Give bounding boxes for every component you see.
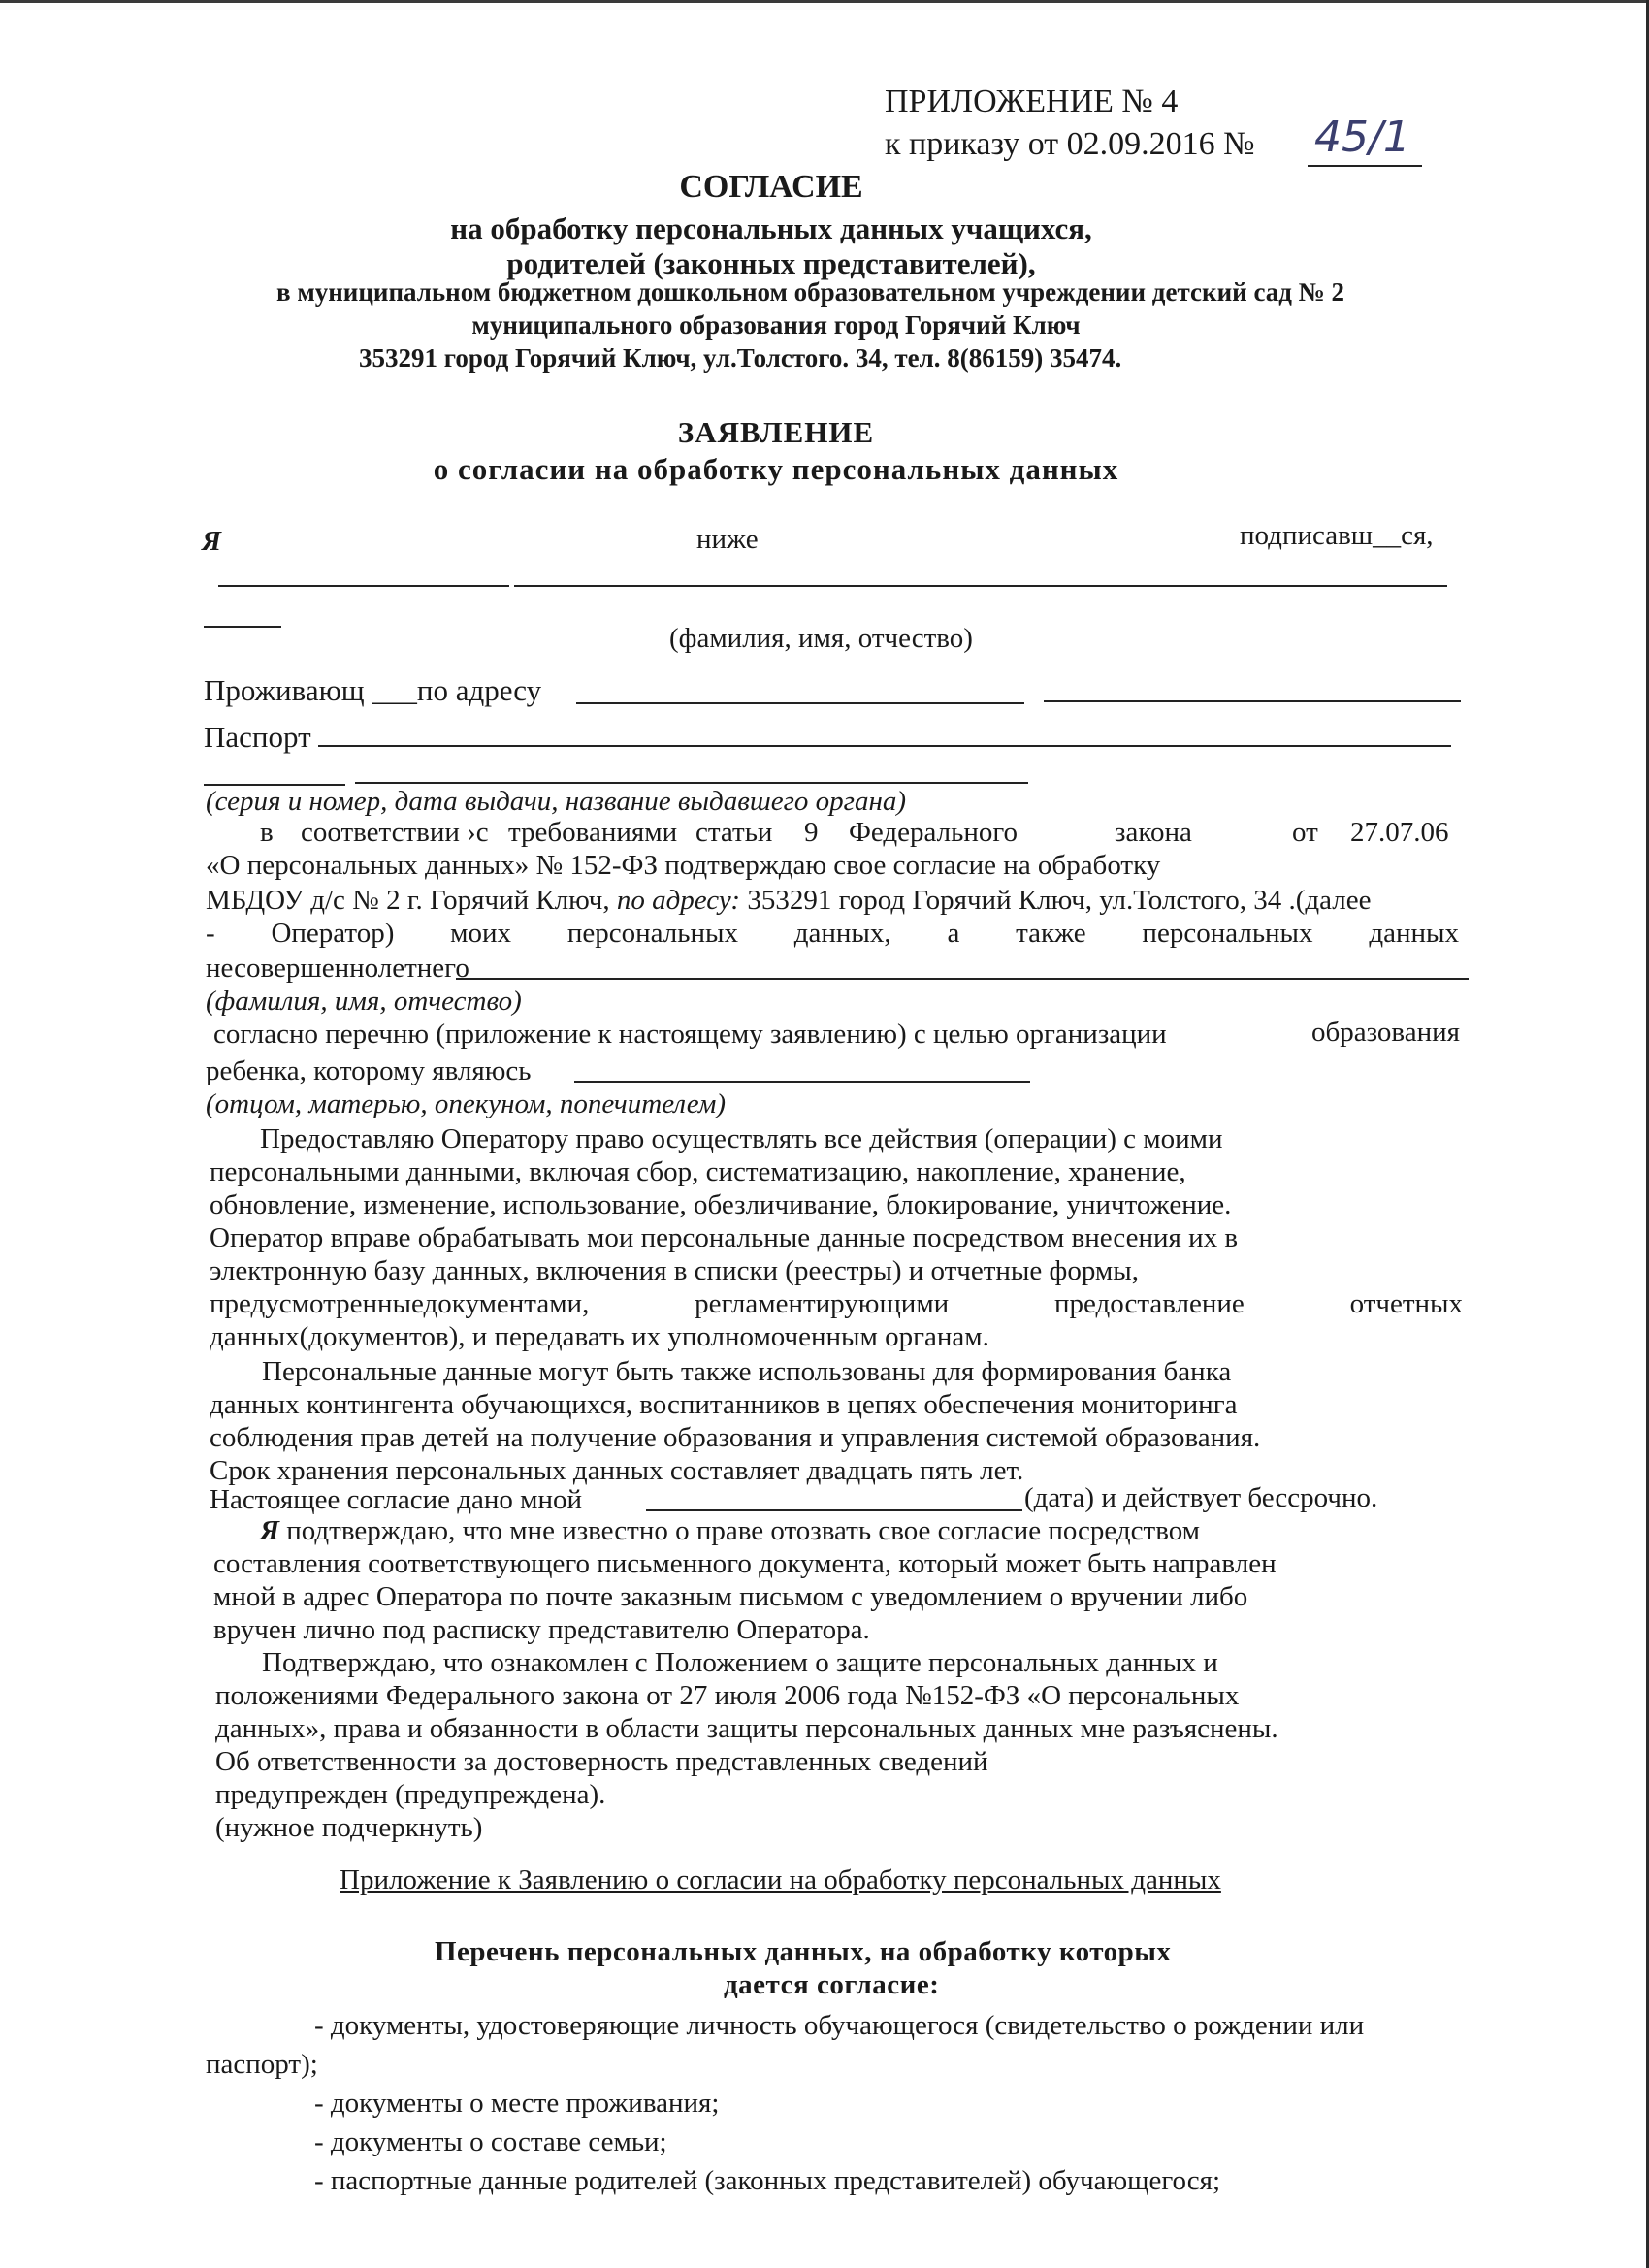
p1-line-3c: 353291 город Горячий Ключ, ул.Толстого, 34 .(далее xyxy=(747,885,1372,916)
address-field-line-b[interactable] xyxy=(1044,700,1461,702)
p4-line-2: данных контингента обучающихся, воспитанников в цепях обеспечения мониторинга xyxy=(210,1389,1238,1420)
fio-field-line-c[interactable] xyxy=(204,626,281,628)
p3-line-5: электронную базу данных, включения в списки (реестры) и отчетные формы, xyxy=(210,1255,1139,1286)
address-field-line-a[interactable] xyxy=(576,702,1024,704)
p4-line-4: Срок хранения персональных данных составляет двадцать пять лет. xyxy=(210,1455,1024,1486)
date-field-line[interactable] xyxy=(646,1509,1022,1511)
p3-line-1: Предоставляю Оператору право осуществлять все действия (операции) с моими xyxy=(260,1123,1223,1154)
form-ya: Я xyxy=(202,526,221,557)
fio-field-line-b[interactable] xyxy=(514,585,1447,587)
p3-line-7: данных(документов), и передавать их уполномоченным органам. xyxy=(210,1321,989,1352)
p6-line-2: составления соответствующего письменного документа, который может быть направлен xyxy=(213,1548,1277,1579)
p2-line-1a: согласно перечню (приложение к настоящему заявлению) с целью организации xyxy=(213,1019,1167,1050)
minor-name-field-line[interactable] xyxy=(456,978,1469,980)
list-title-line-2: дается согласие: xyxy=(724,1969,940,2000)
p7-line-1: Подтверждаю, что ознакомлен с Положением о защите персональных данных и xyxy=(262,1647,1218,1678)
list-title-line-1: Перечень персональных данных, на обработку которых xyxy=(435,1936,1172,1967)
list-item-3: - документы о составе семьи; xyxy=(314,2126,667,2157)
p2-line-1b: образования xyxy=(1311,1017,1460,1048)
order-reference: к приказу от 02.09.2016 № xyxy=(885,126,1255,162)
p7-line-5: предупрежден (предупреждена). xyxy=(215,1779,606,1810)
passport-caption: (серия и номер, дата выдачи, название выдавшего органа) xyxy=(206,786,906,817)
p6-line-1-text: подтверждаю, что мне известно о праве отозвать свое согласие посредством xyxy=(286,1515,1201,1546)
statement-subtitle: о согласии на обработку персональных данных xyxy=(433,452,1119,486)
p1-line-1h: от xyxy=(1292,817,1318,848)
consent-line-1: на обработку персональных данных учащихся, xyxy=(450,211,1092,245)
p1-line-1b: соответствии ›с xyxy=(301,817,489,848)
consent-title: СОГЛАСИЕ xyxy=(679,169,863,205)
form-nizhe: ниже xyxy=(696,524,759,555)
order-number-handwritten: 45/1 xyxy=(1314,113,1410,162)
p6-line-1 xyxy=(260,1515,1200,1547)
list-item-1-line-2: паспорт); xyxy=(206,2049,318,2080)
scan-edge-top xyxy=(0,0,1649,3)
address-label: Проживающ ___по адресу xyxy=(204,673,542,707)
p7-line-6: (нужное подчеркнуть) xyxy=(215,1812,483,1843)
p4-line-1: Персональные данные могут быть также использованы для формирования банка xyxy=(262,1356,1232,1387)
p3-line-6: предусмотренныедокументами, регламентирующими предоставление отчетных xyxy=(210,1288,1463,1319)
appendix-title: ПРИЛОЖЕНИЕ № 4 xyxy=(885,83,1179,119)
consent-line-4: муниципального образования город Горячий Ключ xyxy=(471,310,1081,340)
p1-line-2: «О персональных данных» № 152-ФЗ подтверждаю свое согласие на обработку xyxy=(206,850,1161,881)
minor-caption: (фамилия, имя, отчество) xyxy=(206,986,522,1017)
p1-line-1i: 27.07.06 xyxy=(1350,817,1449,848)
p6-line-4: вручен лично под расписку представителю Оператора. xyxy=(213,1614,870,1645)
p1-line-4: - Оператор) моих персональных данных, а также персональных данных xyxy=(206,918,1459,949)
p3-line-2: персональными данными, включая сбор, систематизацию, накопление, хранение, xyxy=(210,1156,1186,1187)
p4-line-3: соблюдения прав детей на получение образования и управления системой образования. xyxy=(210,1422,1261,1453)
relation-field-line[interactable] xyxy=(574,1081,1030,1083)
p1-line-3a: МБДОУ д/с № 2 г. Горячий Ключ, xyxy=(206,885,610,916)
p7-line-2: положениями Федерального закона от 27 июля 2006 года №152-ФЗ «О персональных xyxy=(215,1680,1240,1711)
list-item-4: - паспортные данные родителей (законных представителей) обучающегося; xyxy=(314,2165,1221,2196)
annex-heading: Приложение к Заявлению о согласии на обработку персональных данных xyxy=(340,1864,1221,1895)
fio-caption: (фамилия, имя, отчество) xyxy=(669,623,973,654)
p3-line-3: обновление, изменение, использование, обезличивание, блокирование, уничтожение. xyxy=(210,1189,1232,1220)
p5-line-1b: (дата) и действует бессрочно. xyxy=(1024,1482,1378,1513)
p1-line-1e: 9 xyxy=(804,817,819,848)
p6-ya: Я xyxy=(260,1515,279,1546)
p1-line-1f: Федерального xyxy=(849,817,1018,848)
p7-line-3: данных», права и обязанности в области защиты персональных данных мне разъяснены. xyxy=(215,1713,1278,1744)
passport-field-line-a[interactable] xyxy=(318,745,1451,747)
consent-line-2: родителей (законных представителей), xyxy=(506,246,1036,280)
list-item-1-line-1: - документы, удостоверяющие личность обучающегося (свидетельство о рождении или xyxy=(314,2010,1365,2041)
p2-line-2: ребенка, которому являюсь xyxy=(206,1055,532,1086)
p6-line-3: мной в адрес Оператора по почте заказным письмом с уведомлением о вручении либо xyxy=(213,1581,1248,1612)
p1-line-1g: закона xyxy=(1115,817,1192,848)
p1-line-1d: статьи xyxy=(695,817,773,848)
p1-line-3 xyxy=(206,885,1371,917)
relation-caption: (отцом, матерью, опекуном, попечителем) xyxy=(206,1088,727,1119)
p5-line-1a: Настоящее согласие дано мной xyxy=(210,1484,583,1515)
p1-line-1a: в xyxy=(260,817,274,848)
passport-label: Паспорт xyxy=(204,720,311,754)
consent-line-3: в муниципальном бюджетном дошкольном образовательном учреждении детский сад № 2 xyxy=(276,277,1345,307)
p7-line-4: Об ответственности за достоверность представленных сведений xyxy=(215,1746,988,1777)
list-item-2: - документы о месте проживания; xyxy=(314,2088,720,2119)
p3-line-4: Оператор вправе обрабатывать мои персональные данные посредством внесения их в xyxy=(210,1222,1239,1253)
p1-line-3b: по адресу: xyxy=(616,885,741,916)
p1-line-5: несовершеннолетнего xyxy=(206,953,469,984)
order-number-line xyxy=(1308,165,1422,167)
fio-field-line-a[interactable] xyxy=(218,585,509,587)
p1-line-1c: требованиями xyxy=(508,817,678,848)
statement-title: ЗАЯВЛЕНИЕ xyxy=(677,415,875,449)
form-podpisav: подписавш__ся, xyxy=(1240,520,1434,551)
consent-address: 353291 город Горячий Ключ, ул.Толстого. 34, тел. 8(86159) 35474. xyxy=(359,343,1122,373)
passport-field-line-c[interactable] xyxy=(355,782,1028,784)
